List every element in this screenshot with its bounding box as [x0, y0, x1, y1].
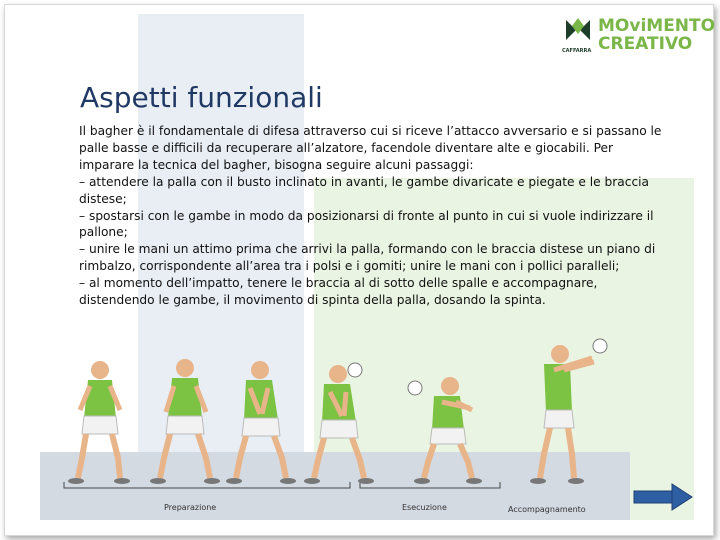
next-slide-button[interactable] — [632, 482, 694, 512]
player-figure-2 — [150, 359, 220, 484]
paragraph-intro: Il bagher è il fondamentale di difesa attraverso cui si riceve l’attacco avversario e si passano le palle basse e difficili da recuperare all’alzatore, facendole diventare alte e giocabili. Per imparare la tecnica del bagher, bisogna seguire alcuni passaggi: — [79, 124, 662, 172]
paragraph-step-4: – al momento dell’impatto, tenere le braccia al di sotto delle spalle e accompagnare, distendendo le gambe, il movimento di spinta della palla, dosando la spinta. — [79, 276, 598, 308]
player-figure-1 — [68, 361, 130, 484]
phase-label-preparation: Preparazione — [164, 503, 217, 512]
bagher-sequence-illustration — [60, 330, 630, 520]
player-figure-4 — [304, 365, 374, 484]
right-arrow-icon — [634, 484, 692, 510]
logo-text-line2: CREATIVO — [598, 34, 693, 54]
body-text — [79, 123, 669, 309]
player-figure-3 — [226, 361, 296, 484]
phase-label-follow-through: Accompagnamento — [508, 505, 586, 514]
paragraph-step-3: – unire le mani un attimo prima che arrivi la palla, formando con le braccia distese un piano di rimbalzo, corrispondente all’area tra i polsi e i gomiti; unire le mani con i pollici paralleli; — [79, 242, 656, 274]
paragraph-step-1: – attendere la palla con il busto inclinato in avanti, le gambe divaricate e piegate e le braccia distese; — [79, 174, 650, 206]
logo-text-line1: MOviMENTO — [598, 16, 716, 36]
player-figure-6 — [530, 345, 594, 484]
movimento-creativo-logo — [562, 14, 716, 54]
slide-title: Aspetti funzionali — [80, 80, 323, 114]
logo-small-text: CAFFARRA — [562, 48, 592, 54]
player-figure-5 — [414, 377, 482, 484]
leaf-logo-icon — [562, 16, 594, 46]
phase-label-execution: Esecuzione — [402, 503, 447, 512]
paragraph-step-2: – spostarsi con le gambe in modo da posizionarsi di fronte al punto in cui si vuole indirizzare il pallone; — [79, 208, 654, 240]
